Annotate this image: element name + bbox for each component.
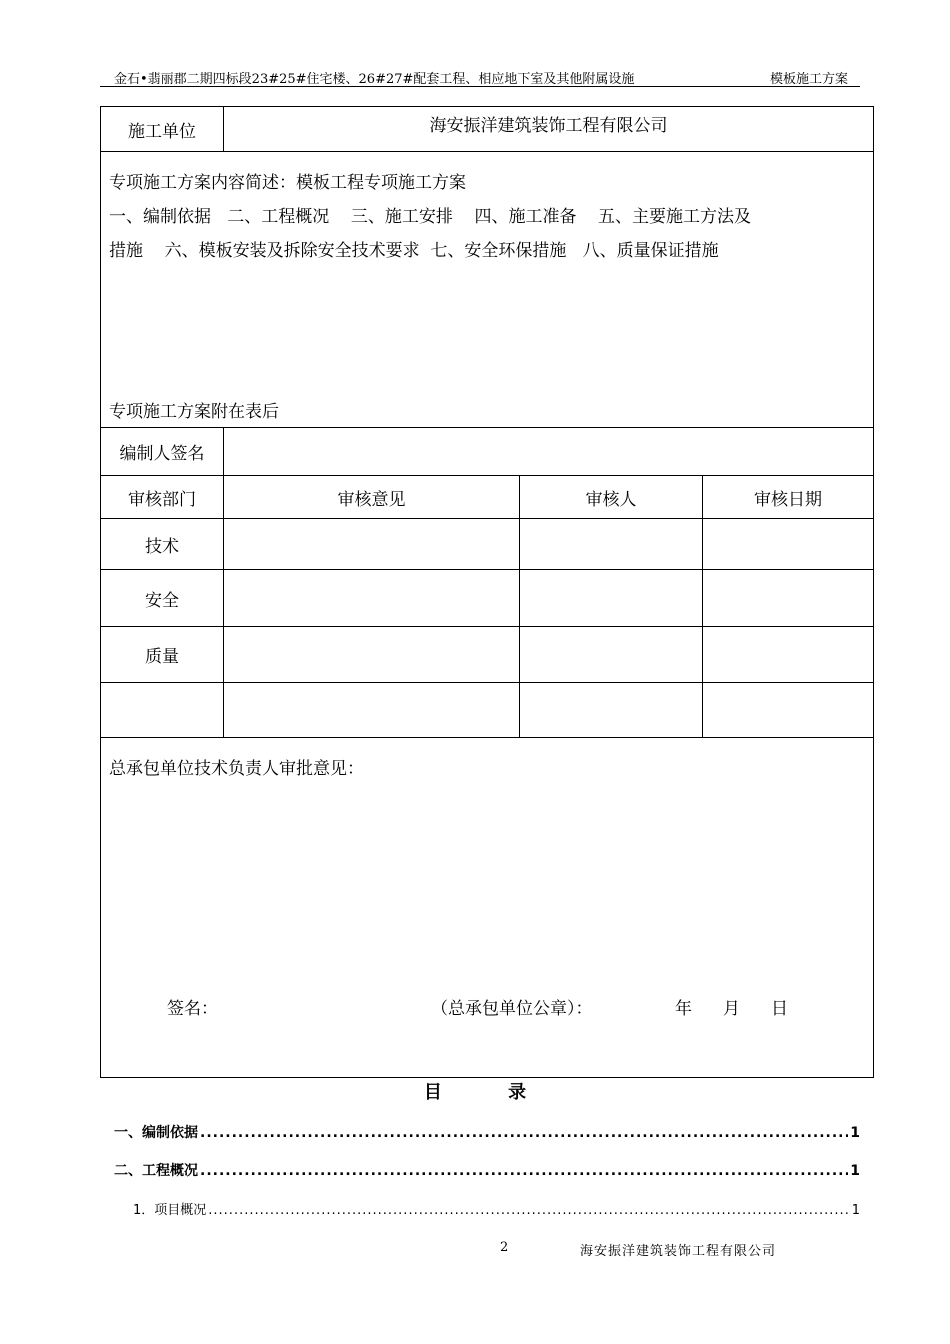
review-row-blank (101, 683, 874, 738)
toc-leader-dots (208, 1203, 849, 1218)
header-project-title: 金石•翡丽郡二期四标段23#25#住宅楼、26#27#配套工程、相应地下室及其他附属设施 (114, 72, 635, 87)
blank-dept-field[interactable] (101, 683, 224, 738)
header-dept: 审核部门 (101, 476, 224, 519)
approval-day-label: 日 (771, 999, 788, 1019)
approval-seal-label: （总承包单位公章）： (431, 999, 593, 1019)
header-reviewer: 审核人 (520, 476, 703, 519)
approval-row (101, 738, 874, 1078)
approval-month-label: 月 (723, 999, 740, 1019)
toc-entry-label: 二、工程概况 (114, 1163, 198, 1179)
review-row-quality (101, 627, 874, 683)
approval-sign-label: 签名： (167, 999, 218, 1019)
quality-date-field[interactable] (703, 627, 874, 683)
summary-line-3: 措施 六、模板安装及拆除安全技术要求 七、安全环保措施 八、质量保证措施 (109, 241, 719, 261)
author-signature-field[interactable] (224, 428, 874, 476)
dept-safety: 安全 (101, 570, 224, 627)
blank-opinion-field[interactable] (224, 683, 520, 738)
safety-reviewer-field[interactable] (520, 570, 703, 627)
unit-row (101, 107, 874, 152)
summary-attach-note: 专项施工方案附在表后 (109, 402, 279, 422)
toc-entry[interactable] (114, 1122, 860, 1142)
toc-leader-dots (200, 1125, 848, 1141)
tech-date-field[interactable] (703, 519, 874, 570)
author-row (101, 428, 874, 476)
toc-entry-page: 1 (850, 1163, 860, 1179)
summary-cell (101, 152, 874, 428)
review-header-row (101, 476, 874, 519)
summary-line-2: 一、编制依据 二、工程概况 三、施工安排 四、施工准备 五、主要施工方法及 (109, 207, 752, 227)
toc-leader-dots (200, 1163, 848, 1179)
summary-row (101, 152, 874, 428)
toc-entry-page: 1 (851, 1203, 860, 1218)
unit-value: 海安振洋建筑装饰工程有限公司 (224, 107, 874, 152)
footer-company-name: 海安振洋建筑装饰工程有限公司 (580, 1244, 777, 1259)
review-form-table (100, 106, 874, 1078)
header-opinion: 审核意见 (224, 476, 520, 519)
toc-title: 目 录 (423, 1082, 557, 1103)
author-label: 编制人签名 (101, 428, 224, 476)
toc-entry-label: 1．项目概况 (133, 1203, 207, 1218)
summary-line-1: 专项施工方案内容简述：模板工程专项施工方案 (109, 173, 466, 193)
safety-opinion-field[interactable] (224, 570, 520, 627)
header-doc-type: 模板施工方案 (769, 72, 848, 87)
approval-cell[interactable] (101, 738, 874, 1078)
blank-date-field[interactable] (703, 683, 874, 738)
safety-date-field[interactable] (703, 570, 874, 627)
dept-tech: 技术 (101, 519, 224, 570)
toc-entry-page: 1 (850, 1125, 860, 1141)
quality-reviewer-field[interactable] (520, 627, 703, 683)
approval-year-label: 年 (675, 999, 692, 1019)
dept-quality: 质量 (101, 627, 224, 683)
toc-entry[interactable] (133, 1199, 860, 1218)
approval-title: 总承包单位技术负责人审批意见： (109, 759, 364, 779)
review-row-safety (101, 570, 874, 627)
toc-entry-label: 一、编制依据 (114, 1125, 198, 1141)
toc-entry[interactable] (114, 1160, 860, 1180)
footer-page-number: 2 (500, 1240, 509, 1255)
page-header (100, 64, 860, 87)
tech-reviewer-field[interactable] (520, 519, 703, 570)
review-row-tech (101, 519, 874, 570)
tech-opinion-field[interactable] (224, 519, 520, 570)
quality-opinion-field[interactable] (224, 627, 520, 683)
unit-label: 施工单位 (101, 107, 224, 152)
header-date: 审核日期 (703, 476, 874, 519)
blank-reviewer-field[interactable] (520, 683, 703, 738)
